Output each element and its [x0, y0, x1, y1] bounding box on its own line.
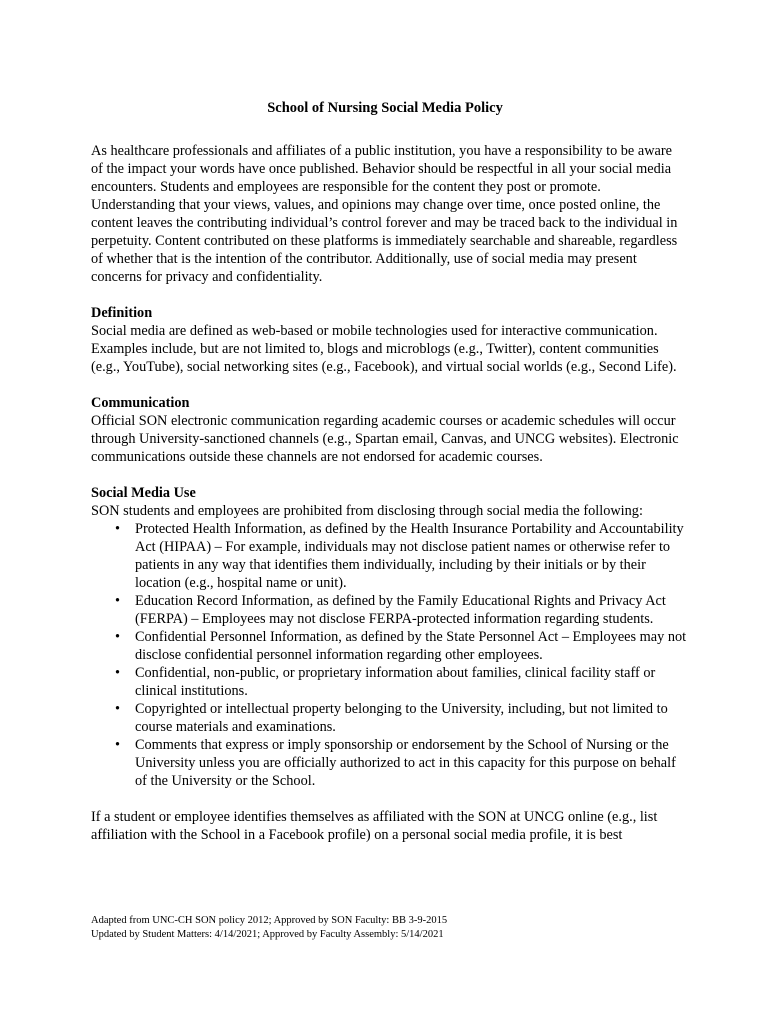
list-item-text: Copyrighted or intellectual property belonging to the University, including, but not limited to course materials and examinations.	[135, 701, 668, 735]
list-item	[91, 736, 687, 790]
communication-heading: Communication	[91, 395, 190, 411]
communication-text: Official SON electronic communication regarding academic courses or academic schedules will occur through University-sanctioned channels (e.g., Spartan email, Canvas, and UNCG websites). Electronic communications outside these channels are not endorsed for academic courses.	[91, 413, 679, 465]
definition-text: Social media are defined as web-based or mobile technologies used for interactive communication. Examples include, but are not limited to, blogs and microblogs (e.g., Twitter), content communities (e.g., YouTube), social networking sites (e.g., Facebook), and virtual social worlds (e.g., Second Life).	[91, 323, 677, 375]
list-item	[91, 628, 687, 664]
list-item	[91, 664, 687, 700]
footer-line-updated: Updated by Student Matters: 4/14/2021; Approved by Faculty Assembly: 5/14/2021	[91, 929, 444, 940]
page-title: School of Nursing Social Media Policy	[267, 100, 503, 116]
bullet-icon: •	[115, 665, 121, 681]
prohibited-list	[91, 520, 687, 790]
document-body	[91, 142, 687, 844]
footer-note	[91, 914, 691, 942]
list-item	[91, 520, 687, 592]
closing-paragraph: If a student or employee identifies themselves as affiliated with the SON at UNCG online (e.g., list affiliation with the School in a Facebook profile) on a personal social media profile, it is best	[91, 809, 658, 843]
social-media-use-heading: Social Media Use	[91, 485, 196, 501]
list-item	[91, 592, 687, 628]
bullet-icon: •	[115, 629, 121, 645]
bullet-icon: •	[115, 701, 121, 717]
list-item-text: Confidential Personnel Information, as defined by the State Personnel Act – Employees may not disclose confidential personnel information regarding other employees.	[135, 629, 687, 663]
list-item	[91, 700, 687, 736]
intro-paragraph: As healthcare professionals and affiliates of a public institution, you have a responsibility to be aware of the impact your words have once published. Behavior should be respectful in all your social media encounters. Students and employees are responsible for the content they post or promote. Understanding that your views, values, and opinions may change over time, once posted online, the content leaves the contributing individual’s control forever and may be traced back to the individual in perpetuity. Content contributed on these platforms is immediately searchable and shareable, regardless of whether that is the intention of the contributor. Additionally, use of social media may present concerns for privacy and confidentiality.	[91, 143, 678, 285]
list-item-text: Comments that express or imply sponsorship or endorsement by the School of Nursing or the University unless you are officially authorized to act in this capacity for this purpose on behalf of the University or the School.	[135, 737, 676, 789]
bullet-icon: •	[115, 593, 121, 609]
list-item-text: Protected Health Information, as defined by the Health Insurance Portability and Accountability Act (HIPAA) – For example, individuals may not disclose patient names or otherwise refer to patients in any way that identifies them individually, including by their initials or by their location (e.g., hospital name or unit).	[135, 521, 684, 591]
definition-section	[91, 304, 687, 376]
list-item-text: Confidential, non-public, or proprietary information about families, clinical facility staff or clinical institutions.	[135, 665, 656, 699]
communication-section	[91, 394, 687, 466]
bullet-icon: •	[115, 737, 121, 753]
definition-heading: Definition	[91, 305, 153, 321]
list-item-text: Education Record Information, as defined by the Family Educational Rights and Privacy Act (FERPA) – Employees may not disclose FERPA-protected information regarding students.	[135, 593, 666, 627]
footer-line-adapted: Adapted from UNC-CH SON policy 2012; Approved by SON Faculty: BB 3-9-2015	[91, 915, 448, 926]
social-media-use-section	[91, 484, 687, 790]
social-media-use-lead: SON students and employees are prohibited from disclosing through social media the following:	[91, 503, 643, 519]
bullet-icon: •	[115, 521, 121, 537]
